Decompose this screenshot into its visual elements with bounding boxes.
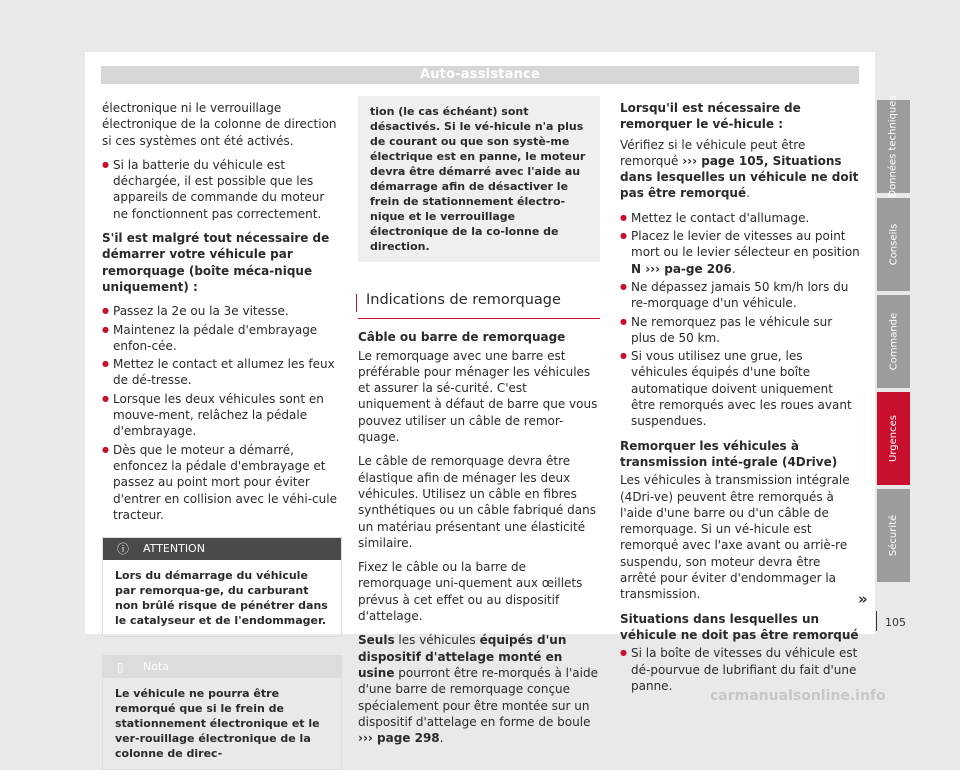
chapter-tab[interactable] [877,295,910,388]
chapter-tab[interactable] [877,392,910,485]
bullet-item: ● Si vous utilisez une grue, les véhicules équipés d'une boîte automatique doivent uniquement être remorqués avec les roues avant suspendues. [620,348,860,429]
paragraph: Fixez le câble ou la barre de remorquage uni-quement aux œillets prévus à cet effet ou au dispositif d'attelage. [358,560,583,624]
page-link[interactable]: ››› page 105, Situations dans lesquelles un véhicule ne doit pas être remorqué [620,153,859,201]
subheading: Câble ou barre de remorquage [358,330,566,345]
warning-label: ATTENTION [143,541,205,555]
page-link[interactable]: N ››› pa-ge 206 [631,261,732,276]
note-header [103,656,341,678]
note-box [102,655,342,770]
bullet-item: ● Ne dépassez jamais 50 km/h lors du re-morquage d'un véhicule. [620,279,860,312]
note-label: Nota [143,659,170,673]
chapter-tab-label: Urgences [888,415,900,462]
continue-marker: » [858,590,868,608]
bullet-item: ● Passez la 2e ou la 3e vitesse. [102,303,342,319]
chapter-tab[interactable] [877,95,910,198]
chapter-tab-label: Données techniques [888,95,900,198]
paragraph: électronique ni le verrouillage électronique de la colonne de direction si ces systèmes ont été activés. [102,101,337,148]
column-2 [358,96,600,754]
section-title: Indications de remorquage [358,292,600,319]
watermark: carmanualsonline.info [710,688,886,704]
subheading: Remorquer les véhicules à transmission inté-grale (4Drive) [620,438,838,469]
page-header: Auto-assistance [101,66,859,84]
bullet-item: ● Lorsque les deux véhicules sont en mouve-ment, relâchez la pédale d'embrayage. [102,391,342,440]
warning-icon: ⓘ [117,541,130,556]
bullet-item: ● Mettez le contact et allumez les feux de dé-tresse. [102,356,342,389]
chapter-tab[interactable] [877,489,910,582]
paragraph: Seuls les véhicules équipés d'un dispositif d'attelage monté en usine pourront être re-morqués à l'aide d'une barre de remorquage conçue spécialement pour être montée sur un dispositif d'attelage en forme de boule ››› page 298. [358,633,598,746]
paragraph: Vérifiez si le véhicule peut être remorqué ››› page 105, Situations dans lesquelles un véhicule ne doit pas être remorqué. [620,137,859,201]
subheading: Lorsqu'il est nécessaire de remorquer le vé-hicule : [620,101,801,132]
paragraph: Les véhicules à transmission intégrale (4Dri-ve) peuvent être remorqués à l'aide d'une barre ou d'un câble de remorquage. Si un vé-hicule est remorqué avec l'axe avant ou arriè-re suspendu, son moteur devra être arrêté pour éviter d'endommager la transmission. [620,473,850,602]
warning-text: Lors du démarrage du véhicule par remorqua-ge, du carburant non brûlé risque de pénétrer dans le catalyseur et de l'endommager. [115,569,328,628]
column-1 [102,100,342,770]
note-text: Le véhicule ne pourra être remorqué que si le frein de stationnement électronique et le ver-rouillage électronique de la colonne de direc- [115,687,320,761]
subheading: Situations dans lesquelles un véhicule ne doit pas être remorqué [620,611,859,642]
page-number: 105 [885,616,906,629]
warning-box [102,537,342,637]
chapter-tab-label: Commande [888,312,899,371]
page-number-rule [876,611,877,631]
bullet-item: ● Mettez le contact d'allumage. [620,210,860,226]
warning-header [103,538,341,560]
subheading: S'il est malgré tout nécessaire de démarrer votre véhicule par remorquage (boîte méca-nique uniquement) : [102,231,330,294]
chapter-tab-label: Sécurité [888,514,899,557]
bullet-item: ● Maintenez la pédale d'embrayage enfon-cée. [102,322,342,355]
bullet-item: ● Si la boîte de vitesses du véhicule est dé-pourvue de lubrifiant du fait d'une panne. [620,645,860,694]
paragraph: Le remorquage avec une barre est préférable pour ménager les véhicules et assurer la sé-curité. C'est uniquement à défaut de barre que vous pouvez utiliser un câble de remor-quage. [358,348,598,445]
page-link[interactable]: ››› page 298 [358,731,440,746]
chapter-tab[interactable] [877,198,910,291]
paragraph: Le câble de remorquage devra être élastique afin de ménager les deux véhicules. Utilisez un câble en fibres synthétiques ou un câble fabriqué dans un matériau présentant une élasticité similaire. [358,454,596,550]
chapter-tab-label: Conseils [888,223,900,266]
column-3 [620,100,860,696]
bullet-item: ● Placez le levier de vitesses au point mort ou le levier sélecteur en position N ››› pa-ge 206. [620,228,860,277]
bullet-item: ● Si la batterie du véhicule est déchargée, il est possible que les appareils de commande du moteur ne fonctionnent pas correctement. [102,157,342,222]
bullet-item: ● Ne remorquez pas le véhicule sur plus de 50 km. [620,314,860,347]
note-continuation: tion (le cas échéant) sont désactivés. Si le vé-hicule n'a plus de courant ou que son systè-me électrique est en panne, le moteur devra être démarré avec l'aide au démarrage afin de désactiver le frein de stationnement électro-nique et le verrouillage électronique de la co-lonne de direction. [358,96,600,262]
info-icon: ▯ [117,659,124,674]
bullet-item: ● Dès que le moteur a démarré, enfoncez la pédale d'embrayage et passez au point mort pour éviter d'entrer en collision avec le véhi-cule tracteur. [102,442,342,523]
